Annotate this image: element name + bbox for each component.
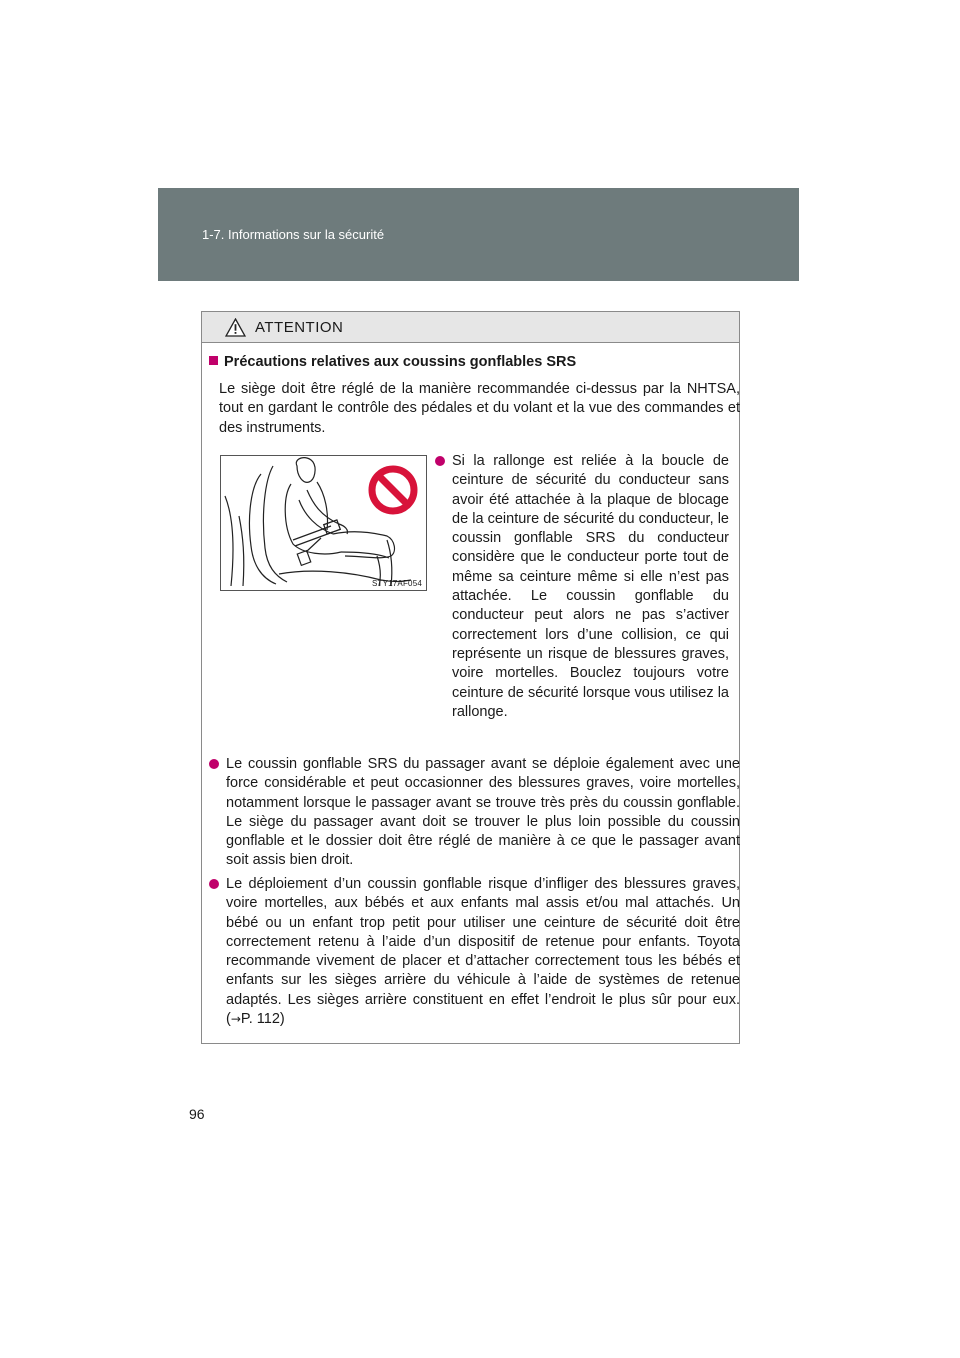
subheading-text: Précautions relatives aux coussins gonflables SRS bbox=[224, 354, 577, 370]
bullet-dot-icon bbox=[209, 759, 219, 769]
bullet-2-text: Le coussin gonflable SRS du passager avant se déploie également avec une force considérable et peut occasionner des blessures graves, voire mortelles, notamment lorsque le passager avant se trouve très près du coussin gonflable. Le siège du passager avant doit se trouver le plus loin possible du coussin gonflable et le dossier doit être réglé de manière à ce que le passager avant soit assis bien droit. bbox=[226, 756, 740, 869]
square-bullet-icon bbox=[209, 356, 218, 365]
bullet-3-text: Le déploiement d’un coussin gonflable risque d’infliger des blessures graves, voire mortelles, aux bébés et aux enfants mal assis et/ou mal attachés. Un bébé ou un enfant trop petit pour utiliser une ceinture de sécurité doit être correctement retenu à l’aide d’un dispositif de retenue pour enfants. Toyota recommande vivement de placer et d’attacher correctement tous les bébés et enfants sur les sièges arrière du véhicule à l’aide de systèmes de retenue adaptés. Les sièges arrière constituent en effet l’endroit le plus sûr pour eux. ( bbox=[226, 876, 740, 1028]
page-number: 96 bbox=[189, 1106, 205, 1122]
warning-triangle-icon bbox=[225, 318, 246, 337]
warning-subheading bbox=[209, 354, 576, 370]
bullet-rallonge bbox=[435, 452, 729, 722]
reference-arrow: → bbox=[230, 1012, 241, 1027]
section-title: 1-7. Informations sur la sécurité bbox=[202, 227, 385, 242]
figure-code: STY17AF054 bbox=[371, 579, 422, 588]
prohibited-icon bbox=[368, 465, 418, 515]
warning-title: ATTENTION bbox=[255, 319, 344, 336]
bullet-dot-icon bbox=[209, 879, 219, 889]
bullet-1-text: Si la rallonge est reliée à la boucle de ceinture de sécurité du conducteur sans avoir été attachée à la plaque de blocage de la ceinture de sécurité du conducteur, le coussin gonflable SRS du conducteur considère que le conducteur porte tout de même sa ceinture même si elle n’est pas attachée. Le coussin gonflable du conducteur peut alors ne pas s’activer correctement lors d’une collision, ce qui représente un risque de blessures graves, voire mortelles. Bouclez toujours votre ceinture de sécurité lorsque vous utilisez la rallonge. bbox=[452, 453, 729, 720]
bullet-passenger-airbag bbox=[209, 755, 740, 871]
warning-box bbox=[201, 311, 740, 1044]
warning-header bbox=[202, 312, 739, 343]
page-reference-link[interactable]: P. 112) bbox=[240, 1011, 285, 1028]
bullet-dot-icon bbox=[435, 456, 445, 466]
bullet-children bbox=[209, 875, 740, 1029]
seatbelt-illustration bbox=[220, 455, 427, 591]
intro-paragraph: Le siège doit être réglé de la manière recommandée ci-dessus par la NHTSA, tout en gardant le contrôle des pédales et du volant et la vue des commandes et des instruments. bbox=[219, 381, 740, 436]
